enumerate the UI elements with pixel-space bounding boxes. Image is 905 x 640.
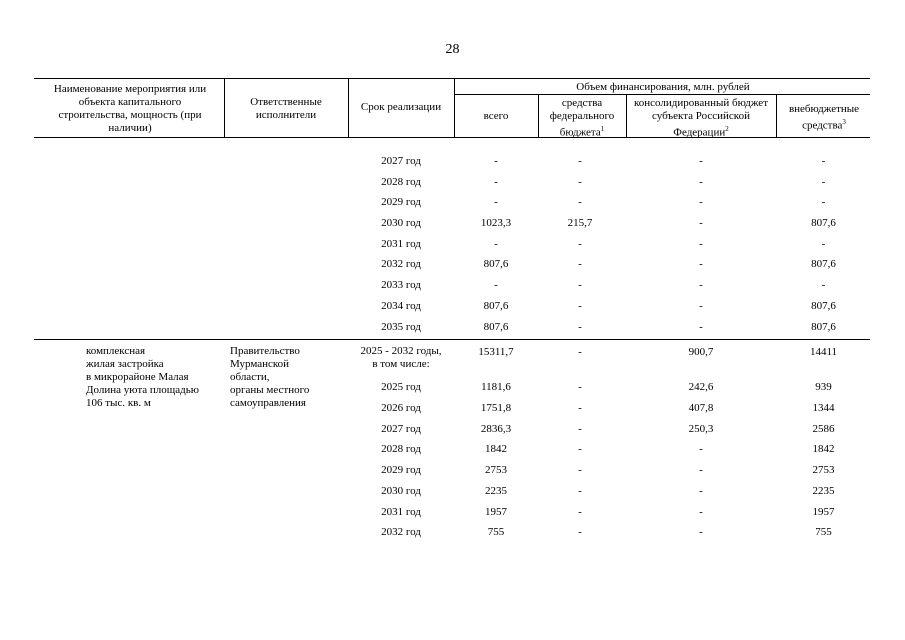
row-federal: - [578,155,582,167]
row-federal: - [578,176,582,188]
row-federal: - [578,443,582,455]
row-year: 2034 год [381,300,421,312]
row-extra: 1344 [812,402,835,414]
row-total: 807,6 [483,321,509,333]
header-total: всего [483,110,509,122]
row-regional: - [699,443,703,455]
funding-group-rule [454,94,870,95]
row-extra: 939 [815,381,832,393]
row-total: 2836,3 [480,423,512,435]
row-federal: - [578,423,582,435]
row-extra: 1842 [812,443,835,455]
row-federal: - [578,526,582,538]
row-federal: - [578,258,582,270]
row-extra: 807,6 [811,321,836,333]
header-divider-2 [348,78,349,137]
row-year: 2030 год [381,485,421,497]
footnote-3: 3 [842,118,846,126]
summary-federal: - [578,346,582,358]
row-year: 2025 год [381,381,421,393]
row-regional: - [699,217,703,229]
summary-total: 15311,7 [478,346,514,358]
summary-period-line: 2025 - 2032 годы, [360,345,442,357]
summary-extra: 14411 [809,346,838,358]
responsible-line: области, [230,371,270,383]
row-extra: - [821,238,826,250]
row-total: 807,6 [483,258,509,270]
project-name-line: Долина уюта площадью [86,384,199,396]
header-extra [778,103,870,133]
row-year: 2033 год [381,279,421,291]
row-regional: - [699,238,703,250]
project-name-line: комплексная [86,345,146,357]
row-total: - [494,176,498,188]
row-year: 2032 год [381,258,421,270]
row-extra: - [821,155,826,167]
row-federal: - [578,402,582,414]
row-extra: 807,6 [811,300,836,312]
row-regional: - [699,321,703,333]
project-name-line: в микрорайоне Малая [86,371,189,383]
row-regional: - [699,464,703,476]
row-regional: - [699,300,703,312]
row-total: 1023,3 [480,217,512,229]
header-divider-1 [224,78,225,137]
summary-period-line: в том числе: [372,358,430,370]
responsible-line: Правительство [230,345,300,357]
row-total: - [494,196,498,208]
row-year: 2027 год [381,423,421,435]
header-federal-label: средства федерального бюджета [549,97,615,139]
summary-period [348,345,454,371]
row-total: 2753 [485,464,507,476]
row-total: - [494,279,498,291]
row-federal: - [578,279,582,291]
header-funding-group: Объем финансирования, млн. рублей [576,81,750,93]
row-extra: 1957 [812,506,835,518]
row-year: 2026 год [381,402,421,414]
header-divider-3 [454,78,455,137]
project-name-line: жилая застройка [86,358,164,370]
page-number: 28 [445,42,460,57]
project-responsible [230,345,346,410]
row-federal: - [578,321,582,333]
header-regional [628,97,774,140]
responsible-line: Мурманской [230,358,290,370]
row-regional: - [699,506,703,518]
row-extra: 2753 [812,464,835,476]
project-name-line: 106 тыс. кв. м [86,397,151,409]
row-year: 2027 год [381,155,421,167]
header-name-column: Наименование мероприятия или объекта капитального строительства, мощность (при наличии) [53,83,207,134]
footnote-1: 1 [600,125,605,133]
row-regional: - [699,258,703,270]
row-year: 2029 год [381,464,421,476]
header-regional-label: консолидированный бюджет субъекта Российской Федерации [634,97,768,139]
row-extra: - [821,176,826,188]
row-extra: 2586 [812,423,835,435]
row-extra: 807,6 [811,258,836,270]
row-extra: - [821,196,826,208]
row-year: 2028 год [381,443,421,455]
row-regional: 242,6 [688,381,714,393]
row-year: 2035 год [381,321,421,333]
row-federal: 215,7 [567,217,593,229]
header-divider-5 [626,94,627,137]
row-federal: - [578,506,582,518]
header-federal [540,97,624,140]
row-total: - [494,155,498,167]
row-regional: - [699,526,703,538]
row-year: 2030 год [381,217,421,229]
row-extra: 2235 [812,485,835,497]
row-regional: 250,3 [688,423,714,435]
row-total: 807,6 [483,300,509,312]
row-federal: - [578,381,582,393]
block-separator [34,339,870,340]
row-total: 1842 [485,443,507,455]
row-regional: - [699,196,703,208]
row-regional: - [699,155,703,167]
row-year: 2028 год [381,176,421,188]
row-regional: - [699,279,703,291]
row-total: 1751,8 [480,402,512,414]
row-total: 1957 [485,506,507,518]
row-federal: - [578,464,582,476]
row-extra: - [821,279,826,291]
header-period-column: Срок реализации [360,101,442,113]
row-total: - [494,238,498,250]
row-federal: - [578,300,582,312]
row-total: 755 [487,526,505,538]
row-regional: 407,8 [688,402,714,414]
header-divider-6 [776,94,777,137]
row-year: 2032 год [381,526,421,538]
footnote-2: 2 [725,125,729,133]
header-responsible-column: Ответственные исполнители [250,96,322,121]
row-federal: - [578,485,582,497]
row-year: 2029 год [381,196,421,208]
responsible-line: органы местного [230,384,310,396]
row-total: 2235 [485,485,507,497]
project-name [86,345,226,410]
row-extra: 755 [815,526,832,538]
summary-regional: 900,7 [688,346,714,358]
header-extra-label: внебюджетные средства [788,103,860,132]
row-extra: 807,6 [811,217,836,229]
row-federal: - [578,238,582,250]
row-regional: - [699,485,703,497]
row-year: 2031 год [381,238,421,250]
header-top-rule [34,78,870,79]
responsible-line: самоуправления [230,397,306,409]
header-divider-4 [538,94,539,137]
row-total: 1181,6 [481,381,511,393]
row-regional: - [699,176,703,188]
row-federal: - [578,196,582,208]
row-year: 2031 год [381,506,421,518]
